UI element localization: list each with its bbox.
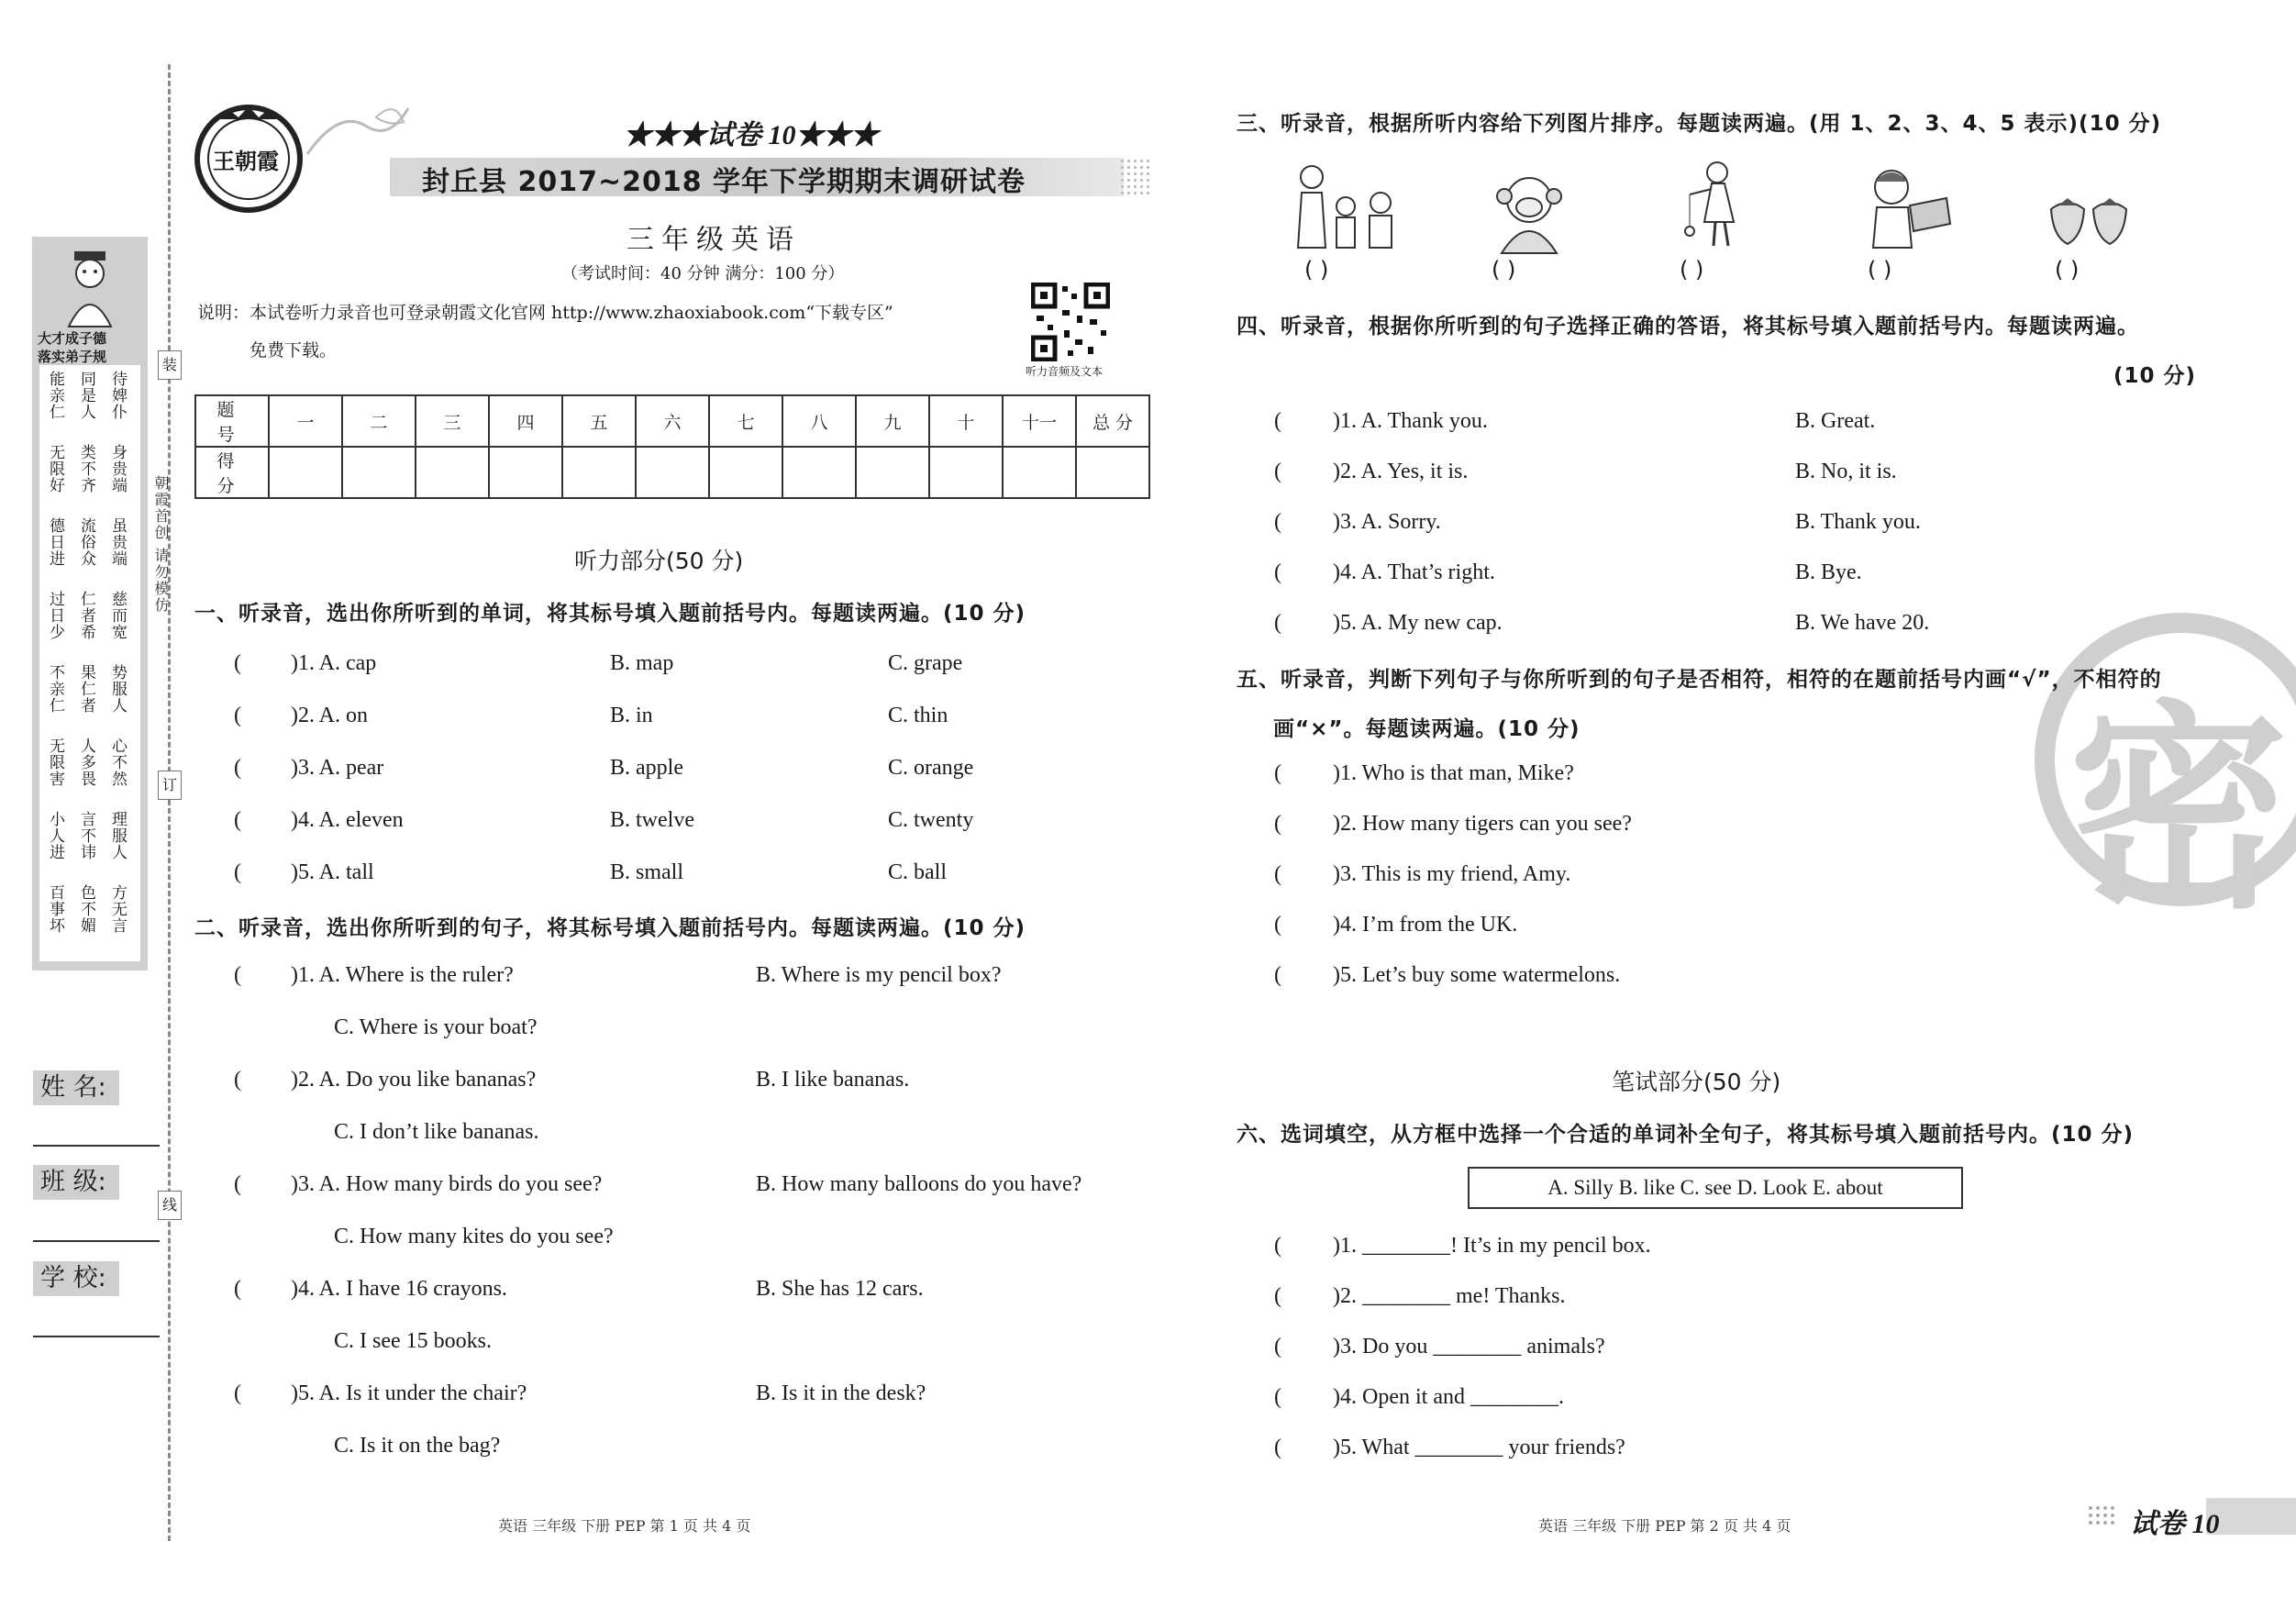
slogan-2: 落实弟子规 xyxy=(38,349,107,365)
motto-column: 色不媚 xyxy=(77,884,95,934)
fill-sentence: )1. ________! It’s in my pencil box. xyxy=(1333,1234,1651,1258)
option-c[interactable]: C. How many kites do you see? xyxy=(334,1225,614,1248)
answer-paren[interactable]: ( xyxy=(234,651,241,675)
score-cell: 八 xyxy=(782,395,856,447)
fill-sentence: )3. Do you ________ animals? xyxy=(1333,1335,1605,1359)
score-table-header-row xyxy=(195,395,1149,447)
option-c[interactable]: C. orange xyxy=(888,756,974,780)
judge-sentence: )1. Who is that man, Mike? xyxy=(1333,761,1574,785)
score-cell: 六 xyxy=(636,395,709,447)
option-b[interactable]: B. Bye. xyxy=(1795,560,1862,584)
option-c[interactable]: C. Is it on the bag? xyxy=(334,1434,501,1458)
score-input[interactable] xyxy=(1076,447,1149,498)
answer-paren[interactable]: ( xyxy=(1274,1436,1281,1459)
score-input[interactable] xyxy=(416,447,489,498)
score-table-score-row xyxy=(195,447,1149,498)
motto-column: 身贵端 xyxy=(108,444,127,494)
judge-sentence: )2. How many tigers can you see? xyxy=(1333,812,1632,836)
motto-column: 流俗众 xyxy=(77,517,95,567)
motto-column: 能亲仁 xyxy=(46,371,64,420)
section-1-heading: 一、听录音，选出你所听到的单词，将其标号填入题前括号内。每题读两遍。(10 分) xyxy=(194,602,1026,626)
option-a[interactable]: )1. A. cap xyxy=(291,651,377,675)
score-input[interactable] xyxy=(562,447,636,498)
answer-paren[interactable]: ( xyxy=(234,1277,241,1301)
option-a[interactable]: )4. A. I have 16 crayons. xyxy=(291,1277,507,1301)
binding-char-2: 订 xyxy=(158,771,182,800)
option-b[interactable]: B. small xyxy=(610,860,684,884)
score-input[interactable] xyxy=(342,447,416,498)
name-field[interactable] xyxy=(33,1145,160,1147)
binding-char-1: 装 xyxy=(158,350,182,380)
answer-paren[interactable]: ( xyxy=(1274,611,1281,635)
section-5-heading-1: 五、听录音，判断下列句子与你所听到的句子是否相符，相符的在题前括号内画“√”，不相符的 xyxy=(1237,668,2162,692)
listening-heading: 听力部分(50 分) xyxy=(574,548,744,574)
answer-paren[interactable]: ( xyxy=(234,756,241,780)
answer-paren[interactable]: ( xyxy=(1274,510,1281,534)
score-input[interactable] xyxy=(489,447,562,498)
subject-title: 三年级英语 xyxy=(627,224,801,256)
pic-answer-4[interactable]: ( ) xyxy=(1868,257,1892,283)
motto-column: 类不齐 xyxy=(77,444,95,494)
option-b[interactable]: B. No, it is. xyxy=(1795,460,1897,483)
scholar-figure xyxy=(58,246,122,328)
section-6-heading: 六、选词填空，从方框中选择一个合适的单词补全句子，将其标号填入题前括号内。(10 分) xyxy=(1237,1123,2135,1147)
score-input[interactable] xyxy=(1003,447,1076,498)
motto-column: 势服人 xyxy=(108,664,127,714)
score-input[interactable] xyxy=(709,447,782,498)
slogan-1: 大才成子德 xyxy=(38,330,107,347)
monkey-picture xyxy=(1488,172,1570,259)
section-4-score: (10 分) xyxy=(2113,364,2197,388)
answer-paren[interactable]: ( xyxy=(234,963,241,987)
binding-dashed-line xyxy=(168,64,171,1541)
answer-paren[interactable]: ( xyxy=(1274,963,1281,987)
score-table xyxy=(194,394,1150,499)
motto-column: 无限好 xyxy=(46,444,64,494)
score-input[interactable] xyxy=(856,447,929,498)
motto-column: 慈而宽 xyxy=(108,591,127,640)
answer-paren[interactable]: ( xyxy=(1274,761,1281,785)
motto-panel xyxy=(32,237,148,970)
option-b[interactable]: B. twelve xyxy=(610,808,694,832)
motto-column: 小人进 xyxy=(46,811,64,860)
logo-text: 王朝霞 xyxy=(213,150,279,174)
pic-answer-2[interactable]: ( ) xyxy=(1492,257,1516,283)
score-input[interactable] xyxy=(269,447,342,498)
option-a[interactable]: )1. A. Where is the ruler? xyxy=(291,963,514,987)
option-b[interactable]: B. apple xyxy=(610,756,683,780)
motto-column: 待婢仆 xyxy=(108,371,127,420)
option-c[interactable]: C. ball xyxy=(888,860,947,884)
option-a[interactable]: )4. A. That’s right. xyxy=(1333,560,1495,584)
girl-yoyo-picture xyxy=(1679,158,1743,253)
option-b[interactable]: B. Thank you. xyxy=(1795,510,1921,534)
motto-column: 过日少 xyxy=(46,591,64,640)
motto-column: 无限害 xyxy=(46,738,64,787)
class-field[interactable] xyxy=(33,1240,160,1242)
option-a[interactable]: )1. A. Thank you. xyxy=(1333,409,1488,433)
answer-paren[interactable]: ( xyxy=(1274,560,1281,584)
answer-paren[interactable]: ( xyxy=(1274,460,1281,483)
score-cell: 一 xyxy=(269,395,342,447)
answer-paren[interactable]: ( xyxy=(1274,1335,1281,1359)
answer-paren[interactable]: ( xyxy=(234,1172,241,1196)
score-row-label: 得 分 xyxy=(195,447,269,498)
score-cell: 十 xyxy=(929,395,1003,447)
fill-sentence: )4. Open it and ________. xyxy=(1333,1385,1564,1409)
motto-column: 心不然 xyxy=(108,738,127,787)
motto-column: 德日进 xyxy=(46,517,64,567)
score-input[interactable] xyxy=(782,447,856,498)
note-line-1: 说明：本试卷听力录音也可登录朝霞文化官网 http://www.zhaoxiabook.com“下载专区” xyxy=(197,303,893,323)
qr-caption: 听力音频及文本 xyxy=(1026,365,1104,378)
motto-column: 人多畏 xyxy=(77,738,95,787)
answer-paren[interactable]: ( xyxy=(1274,862,1281,886)
section-2-heading: 二、听录音，选出你所听到的句子，将其标号填入题前括号内。每题读两遍。(10 分) xyxy=(194,916,1026,940)
school-label: 学 校: xyxy=(33,1261,119,1296)
option-a[interactable]: )3. A. pear xyxy=(291,756,384,780)
motto-column: 果仁者 xyxy=(77,664,95,714)
option-b[interactable]: B. I like bananas. xyxy=(756,1068,910,1092)
footer-dots xyxy=(2087,1504,2118,1528)
motto-column: 言不讳 xyxy=(77,811,95,860)
score-cell: 五 xyxy=(562,395,636,447)
answer-paren[interactable]: ( xyxy=(1274,913,1281,937)
score-input[interactable] xyxy=(929,447,1003,498)
exam-info: （考试时间：40 分钟 满分：100 分） xyxy=(561,264,845,283)
binding-char-3: 线 xyxy=(158,1191,182,1220)
option-a[interactable]: )5. A. Is it under the chair? xyxy=(291,1381,527,1405)
judge-sentence: )5. Let’s buy some watermelons. xyxy=(1333,963,1621,987)
motto-column: 理服人 xyxy=(108,811,127,860)
paper-title: 封丘县 2017~2018 学年下学期期末调研试卷 xyxy=(422,166,1026,198)
option-b[interactable]: B. Great. xyxy=(1795,409,1876,433)
boy-box-picture xyxy=(1855,165,1956,256)
judge-sentence: )3. This is my friend, Amy. xyxy=(1333,862,1571,886)
section-3-heading: 三、听录音，根据所听内容给下列图片排序。每题读两遍。(用 1、2、3、4、5 表示)(10 分) xyxy=(1237,112,2162,136)
banner-dots xyxy=(1119,158,1152,196)
confidential-seal-char: 密 xyxy=(2069,682,2290,938)
footer-tag: 试卷 10 xyxy=(2130,1509,2220,1539)
footer-right: 英语 三年级 下册 PEP 第 2 页 共 4 页 xyxy=(1538,1517,1791,1535)
word-box: A. Silly B. like C. see D. Look E. about xyxy=(1468,1167,1963,1209)
ribbon-decoration xyxy=(303,99,413,167)
option-c[interactable]: C. I see 15 books. xyxy=(334,1329,492,1353)
class-label: 班 级: xyxy=(33,1165,119,1200)
paper-number: ★★★试卷 10★★★ xyxy=(624,120,879,150)
option-c[interactable]: C. Where is your boat? xyxy=(334,1015,538,1039)
footer-tag-bg xyxy=(2206,1498,2296,1535)
option-a[interactable]: )5. A. tall xyxy=(291,860,374,884)
score-cell: 题 号 xyxy=(195,395,269,447)
option-b[interactable]: B. How many balloons do you have? xyxy=(756,1172,1082,1196)
family-picture xyxy=(1289,161,1408,256)
motto-grid xyxy=(39,365,140,961)
answer-paren[interactable]: ( xyxy=(1274,1284,1281,1308)
option-b[interactable]: B. Where is my pencil box? xyxy=(756,963,1002,987)
section-5-heading-2: 画“×”。每题读两遍。(10 分) xyxy=(1273,717,1581,741)
answer-paren[interactable]: ( xyxy=(234,860,241,884)
option-c[interactable]: C. thin xyxy=(888,704,948,727)
writing-heading: 笔试部分(50 分) xyxy=(1612,1069,1781,1095)
pic-answer-5[interactable]: ( ) xyxy=(2055,257,2080,283)
motto-column: 不亲仁 xyxy=(46,664,64,714)
score-input[interactable] xyxy=(636,447,709,498)
motto-column: 百事坏 xyxy=(46,884,64,934)
motto-column: 仁者希 xyxy=(77,591,95,640)
option-c[interactable]: C. I don’t like bananas. xyxy=(334,1120,539,1144)
footer-left: 英语 三年级 下册 PEP 第 1 页 共 4 页 xyxy=(498,1517,751,1535)
note-line-2: 免费下载。 xyxy=(250,340,338,360)
score-cell: 九 xyxy=(856,395,929,447)
pic-answer-1[interactable]: ( ) xyxy=(1304,257,1329,283)
answer-paren[interactable]: ( xyxy=(1274,812,1281,836)
option-c[interactable]: C. twenty xyxy=(888,808,974,832)
fill-sentence: )5. What ________ your friends? xyxy=(1333,1436,1625,1459)
answer-paren[interactable]: ( xyxy=(234,1068,241,1092)
motto-column: 方无言 xyxy=(108,884,127,934)
score-cell: 三 xyxy=(416,395,489,447)
option-c[interactable]: C. grape xyxy=(888,651,963,675)
pic-answer-3[interactable]: ( ) xyxy=(1680,257,1704,283)
score-cell: 四 xyxy=(489,395,562,447)
option-a[interactable]: )3. A. Sorry. xyxy=(1333,510,1441,534)
answer-paren[interactable]: ( xyxy=(234,704,241,727)
option-b[interactable]: B. She has 12 cars. xyxy=(756,1277,924,1301)
motto-column: 虽贵端 xyxy=(108,517,127,567)
answer-paren[interactable]: ( xyxy=(234,808,241,832)
school-field[interactable] xyxy=(33,1336,160,1337)
option-a[interactable]: )2. A. Yes, it is. xyxy=(1333,460,1469,483)
qr-code[interactable] xyxy=(1031,283,1110,361)
option-a[interactable]: )4. A. eleven xyxy=(291,808,404,832)
option-b[interactable]: B. Is it in the desk? xyxy=(756,1381,926,1405)
side-note: 朝霞首创 请勿模仿 xyxy=(152,475,170,615)
option-a[interactable]: )2. A. Do you like bananas? xyxy=(291,1068,537,1092)
answer-paren[interactable]: ( xyxy=(234,1381,241,1405)
score-cell: 七 xyxy=(709,395,782,447)
judge-sentence: )4. I’m from the UK. xyxy=(1333,913,1518,937)
option-b[interactable]: B. map xyxy=(610,651,674,675)
score-cell: 二 xyxy=(342,395,416,447)
fill-sentence: )2. ________ me! Thanks. xyxy=(1333,1284,1566,1308)
option-a[interactable]: )2. A. on xyxy=(291,704,368,727)
motto-column: 同是人 xyxy=(77,371,95,420)
answer-paren[interactable]: ( xyxy=(1274,409,1281,433)
answer-paren[interactable]: ( xyxy=(1274,1234,1281,1258)
name-label: 姓 名: xyxy=(33,1070,119,1105)
answer-paren[interactable]: ( xyxy=(1274,1385,1281,1409)
section-4-heading: 四、听录音，根据你所听到的句子选择正确的答语，将其标号填入题前括号内。每题读两遍。 xyxy=(1237,315,2139,338)
option-b[interactable]: B. in xyxy=(610,704,653,727)
logo xyxy=(193,103,305,215)
score-cell: 总 分 xyxy=(1076,395,1149,447)
option-a[interactable]: )5. A. My new cap. xyxy=(1333,611,1503,635)
strawberry-picture xyxy=(2047,193,2132,251)
option-b[interactable]: B. We have 20. xyxy=(1795,611,1930,635)
score-cell: 十一 xyxy=(1003,395,1076,447)
option-a[interactable]: )3. A. How many birds do you see? xyxy=(291,1172,603,1196)
